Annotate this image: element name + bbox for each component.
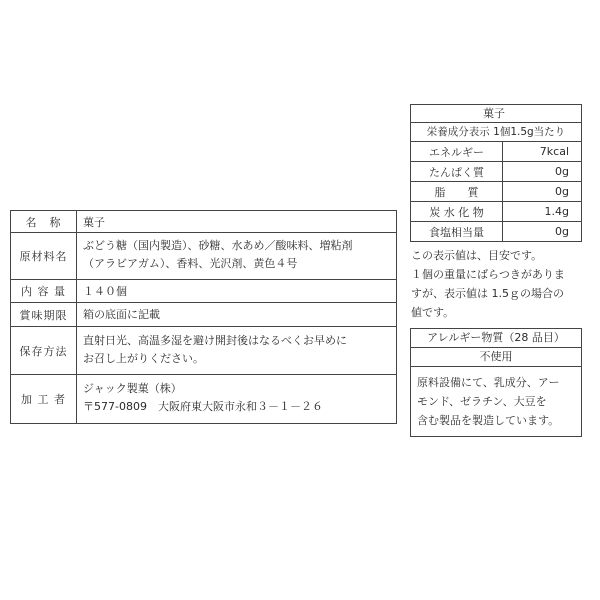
allergen-note — [411, 367, 581, 436]
nutrition-header: 菓子 — [411, 105, 581, 123]
note-line: 原料設備にて、乳成分、アー — [417, 376, 560, 389]
label-value: （アラビアガム）、香料、光沢剤、黄色４号 — [83, 257, 298, 270]
nutrition-row — [411, 202, 581, 222]
label-key: 保存方法 — [11, 327, 77, 374]
nutrition-row — [411, 162, 581, 182]
label-key: 名 称 — [11, 211, 77, 232]
label-row-contents — [11, 280, 396, 303]
note-line: すが、表示値は 1.5ｇの場合の — [411, 287, 564, 300]
nutrient-name: 食塩相当量 — [411, 222, 503, 241]
product-label-table — [10, 210, 397, 424]
label-value: 菓子 — [83, 216, 105, 229]
label-row-best-before — [11, 303, 396, 327]
label-row-storage — [11, 327, 396, 375]
label-value: ぶどう糖（国内製造）、砂糖、水あめ／酸味料、増粘剤 — [83, 239, 353, 252]
note-line: 値です。 — [411, 306, 455, 319]
label-row-manufacturer — [11, 375, 396, 423]
label-value: 〒577-0809 大阪府東大阪市永和３－１－２６ — [83, 400, 323, 413]
nutrition-row — [411, 222, 581, 241]
label-value: １４０個 — [83, 285, 127, 298]
label-key: 加 工 者 — [11, 375, 77, 423]
note-line: この表示値は、目安です。 — [411, 249, 543, 262]
note-line: 含む製品を製造しています。 — [417, 414, 560, 427]
label-row-name — [11, 211, 396, 233]
label-key: 原材料名 — [11, 233, 77, 279]
label-key: 内 容 量 — [11, 280, 77, 302]
label-value: 箱の底面に記載 — [83, 308, 160, 321]
label-key: 賞味期限 — [11, 303, 77, 326]
nutrient-value: 1.4g — [544, 205, 569, 218]
note-line: １個の重量にばらつきがありま — [411, 268, 565, 281]
nutrition-subheader: 栄養成分表示 1個1.5g当たり — [411, 123, 581, 142]
nutrient-name: 脂 質 — [411, 182, 503, 201]
nutrient-value: 7kcal — [539, 145, 569, 158]
nutrient-value: 0g — [555, 225, 569, 238]
allergen-box — [410, 328, 582, 437]
nutrition-table — [410, 104, 582, 242]
note-line: モンド、ゼラチン、大豆を — [417, 395, 547, 408]
nutrient-name: 炭 水 化 物 — [411, 202, 503, 221]
nutrition-note — [411, 246, 591, 322]
nutrient-value: 0g — [555, 185, 569, 198]
nutrient-name: たんぱく質 — [411, 162, 503, 181]
nutrition-row — [411, 142, 581, 162]
allergen-status: 不使用 — [411, 348, 581, 367]
label-row-ingredients — [11, 233, 396, 280]
label-value: お召し上がりください。 — [83, 352, 204, 365]
nutrient-value: 0g — [555, 165, 569, 178]
nutrient-name: エネルギー — [411, 142, 503, 161]
allergen-header: アレルギー物質（28 品目） — [411, 329, 581, 348]
nutrition-row — [411, 182, 581, 202]
label-value: ジャック製菓（株） — [83, 382, 182, 395]
label-value: 直射日光、高温多湿を避け開封後はなるべくお早めに — [83, 334, 347, 347]
